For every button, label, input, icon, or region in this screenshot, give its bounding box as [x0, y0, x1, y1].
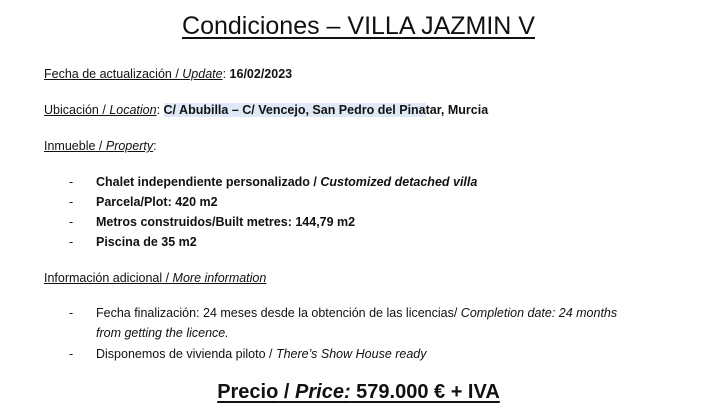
info-label-en: More information	[172, 271, 267, 285]
bullet: -	[69, 215, 74, 229]
page-title: Condiciones – VILLA JAZMIN V	[182, 12, 535, 40]
bullet: -	[69, 347, 74, 361]
update-label-en: Update	[182, 67, 223, 81]
bullet: -	[69, 235, 74, 249]
update-date: 16/02/2023	[229, 67, 293, 81]
property-item-type	[96, 175, 477, 189]
property-label-es: Inmueble	[44, 139, 96, 153]
property-label-en: Property	[105, 139, 154, 153]
colon: :	[222, 67, 230, 81]
price-label-en: Price:	[295, 381, 351, 403]
property-item-plot: Parcela/Plot: 420 m2	[96, 195, 218, 209]
info-label-es: Información adicional	[44, 271, 163, 285]
info-item-completion-cont: from getting the licence.	[96, 326, 229, 340]
bullet: -	[69, 306, 74, 320]
property-type-es: Chalet independiente personalizado /	[96, 175, 321, 189]
update-label-es: Fecha de actualización	[44, 67, 172, 81]
completion-es: Fecha finalización: 24 meses desde la obtención de las licencias/	[96, 306, 461, 320]
property-item-pool: Piscina de 35 m2	[96, 235, 197, 249]
property-item-built: Metros construidos/Built metres: 144,79 m2	[96, 215, 356, 229]
separator: /	[278, 381, 296, 403]
show-house-en: There’s Show House ready	[275, 347, 427, 361]
location-address-rest: tar, Murcia	[425, 103, 489, 117]
separator: /	[98, 103, 110, 117]
property-heading	[44, 139, 157, 153]
location-line	[44, 103, 488, 117]
info-item-show-house	[96, 347, 427, 361]
property-type-en: Customized detached villa	[320, 175, 478, 189]
info-heading	[44, 271, 266, 285]
location-label-es: Ubicación	[44, 103, 99, 117]
location-address-highlighted: C/ Abubilla – C/ Vencejo, San Pedro del Pina	[163, 103, 426, 117]
colon: :	[153, 139, 157, 153]
price-value: 579.000 € + IVA	[350, 381, 500, 403]
show-house-es: Disponemos de vivienda piloto /	[96, 347, 276, 361]
completion-en: Completion date: 24 months	[460, 306, 618, 320]
price-label-es: Precio	[217, 381, 279, 403]
bullet: -	[69, 175, 74, 189]
location-label-en: Location	[109, 103, 157, 117]
colon: :	[156, 103, 164, 117]
separator: /	[95, 139, 106, 153]
update-line	[44, 67, 292, 81]
separator: /	[162, 271, 173, 285]
separator: /	[171, 67, 183, 81]
bullet: -	[69, 195, 74, 209]
info-item-completion	[96, 306, 617, 320]
price-line	[0, 381, 717, 404]
